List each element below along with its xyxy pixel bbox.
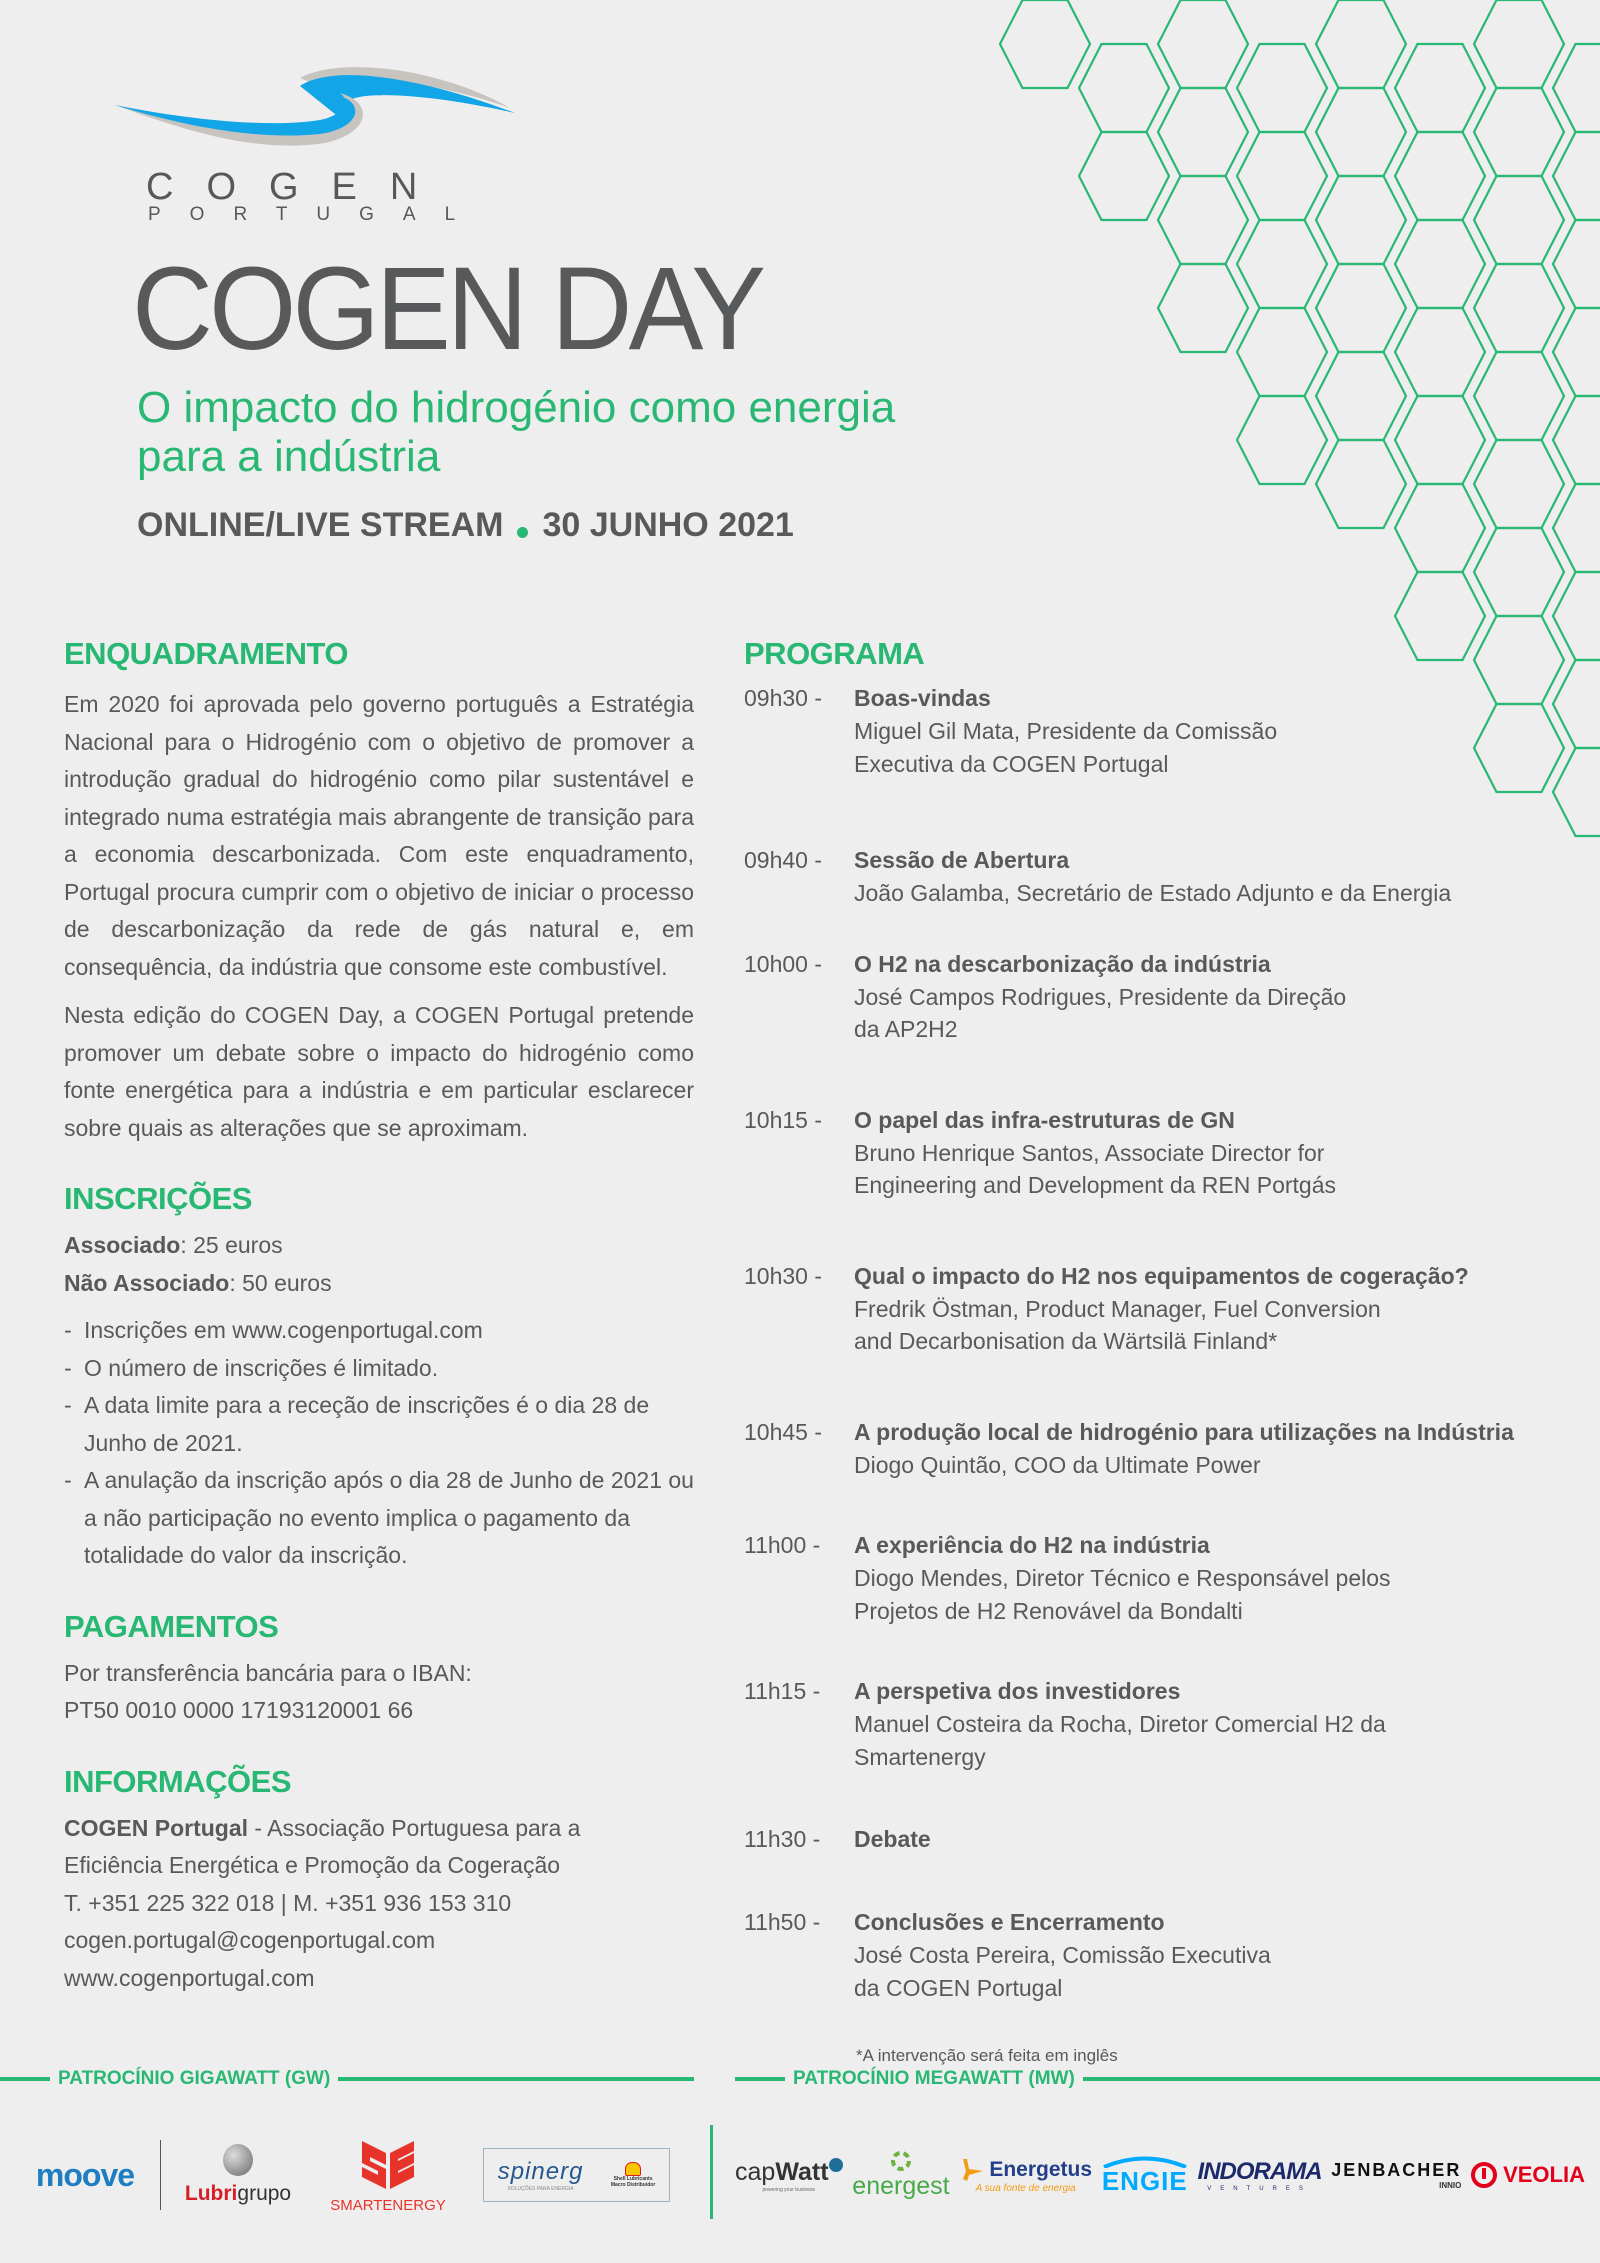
programa-item <box>744 682 1564 780</box>
phone-numbers: T. +351 225 322 018 | M. +351 936 153 310 <box>64 1889 512 1916</box>
jenbacher-logo: JENBACHER <box>1331 2160 1462 2180</box>
programa-body <box>854 1675 1564 1773</box>
hexagon-shape <box>1316 440 1406 528</box>
programa-body <box>854 1906 1564 2004</box>
sponsor-capwatt[interactable] <box>735 2158 843 2193</box>
enquadramento-heading: ENQUADRAMENTO <box>64 636 348 671</box>
hexagon-shape <box>1474 352 1564 440</box>
hexagon-shape <box>1237 396 1327 484</box>
capwatt-text-b: Watt <box>775 2157 829 2186</box>
programa-body <box>854 682 1564 780</box>
list-item: - O número de inscrições é limitado. <box>64 1350 694 1388</box>
hexagon-shape <box>1316 264 1406 352</box>
divider-line <box>1083 2077 1600 2081</box>
inscricoes-section <box>64 1181 694 1575</box>
sponsor-veolia[interactable] <box>1471 2162 1585 2188</box>
programa-time: 11h00 - <box>744 1532 821 1558</box>
programa-title: A experiência do H2 na indústria <box>854 1532 1210 1558</box>
programa-speaker: da COGEN Portugal <box>854 1974 1063 2001</box>
programa-item <box>744 1104 1564 1202</box>
programa-body <box>854 1104 1564 1202</box>
programa-time: 11h30 - <box>744 1826 821 1852</box>
hexagon-shape <box>1395 44 1485 132</box>
programa-list <box>744 682 1564 2004</box>
lubrigrupo-sphere-icon <box>223 2144 253 2176</box>
iban: PT50 0010 0000 17193120001 66 <box>64 1697 414 1723</box>
gigawatt-sponsors <box>30 2125 690 2225</box>
programa-speaker: Fredrik Östman, Product Manager, Fuel Conversion <box>854 1295 1381 1322</box>
hexagon-shape <box>1474 176 1564 264</box>
programa-speaker: Manuel Costeira da Rocha, Diretor Comercial H2 da <box>854 1711 1386 1737</box>
programa-body <box>854 1823 1564 1856</box>
list-item: - A anulação da inscrição após o dia 28 de Junho de 2021 ou a não participação no evento implica o pagamento da totalidade do valor da inscrição. <box>64 1462 694 1575</box>
divider-line <box>338 2077 694 2081</box>
subtitle-line-1: O impacto do hidrogénio como energia <box>137 383 896 432</box>
hexagon-shape <box>1316 88 1406 176</box>
hexagon-shape <box>1395 396 1485 484</box>
hexagon-shape <box>1237 308 1327 396</box>
sponsor-engie[interactable] <box>1102 2156 1188 2194</box>
sponsor-energetus[interactable] <box>959 2157 1092 2194</box>
cogen-portugal-logo <box>110 48 530 228</box>
hexagon-shape <box>1316 0 1406 88</box>
sponsor-indorama[interactable] <box>1198 2158 1322 2192</box>
shell-icon <box>625 2162 641 2176</box>
programa-speaker: João Galamba, Secretário de Estado Adjunto e da Energia <box>854 880 1452 906</box>
innio-logo: INNIO <box>1439 2181 1462 2190</box>
programa-time: 09h40 - <box>744 847 823 873</box>
sponsor-divider <box>710 2125 713 2219</box>
inscricoes-heading: INSCRIÇÕES <box>64 1181 252 1216</box>
left-column <box>64 636 694 1997</box>
hexagon-shape <box>1553 396 1600 484</box>
hexagon-shape <box>1474 88 1564 176</box>
hexagon-shape <box>1395 484 1485 572</box>
inscricoes-list <box>64 1312 694 1575</box>
price-nao-associado <box>64 1265 694 1303</box>
sponsor-jenbacher[interactable] <box>1331 2160 1461 2190</box>
list-item: - A data limite para a receção de inscrições é o dia 28 de Junho de 2021. <box>64 1387 694 1462</box>
hexagon-shape <box>1316 352 1406 440</box>
org-desc: - Associação Portuguesa para a Eficiência Energética e Promoção da Cogeração <box>64 1814 581 1878</box>
hexagon-shape <box>1000 0 1090 88</box>
capwatt-text-a: cap <box>735 2157 776 2186</box>
programa-item <box>744 844 1564 910</box>
programa-item <box>744 1260 1564 1358</box>
programa-speaker: Bruno Henrique Santos, Associate Director for <box>854 1139 1325 1166</box>
hexagon-shape <box>1079 132 1169 220</box>
programa-speaker: Projetos de H2 Renovável da Bondalti <box>854 1597 1243 1624</box>
programa-item <box>744 1823 1564 1856</box>
indorama-tagline: VENTURES <box>1207 2186 1312 2192</box>
spinerg-tagline: SOLUÇÕES PARA ENERGIA <box>507 2186 574 2192</box>
programa-item <box>744 1416 1564 1482</box>
shell-text-2: Macro Distribuidor <box>610 2182 656 2188</box>
moove-logo: moove <box>35 2156 135 2193</box>
programa-title: A produção local de hidrogénio para utilizações na Indústria <box>854 1418 1514 1445</box>
pagamentos-heading: PAGAMENTOS <box>64 1608 279 1644</box>
sponsor-spinerg-shell[interactable] <box>483 2148 670 2202</box>
hexagon-shape <box>1474 0 1564 88</box>
smartenergy-se-icon <box>360 2137 416 2193</box>
hexagon-shape <box>1158 176 1248 264</box>
programa-body <box>854 1416 1564 1482</box>
hexagon-shape <box>1553 308 1600 396</box>
programa-speaker: Diogo Quintão, COO da Ultimate Power <box>854 1451 1261 1478</box>
programa-item <box>744 1529 1564 1627</box>
smartenergy-logo: SMARTENERGY <box>330 2196 446 2214</box>
programa-speaker: José Campos Rodrigues, Presidente da Direção <box>854 983 1347 1010</box>
programa-body <box>854 1260 1564 1358</box>
hexagon-shape <box>1158 0 1248 88</box>
capwatt-logo <box>735 2158 843 2187</box>
programa-time: 10h00 - <box>744 950 823 977</box>
programa-heading: PROGRAMA <box>744 636 925 671</box>
price-label: Não Associado <box>64 1269 230 1296</box>
subtitle-line-2: para a indústria <box>137 432 441 481</box>
hexagon-shape <box>1553 220 1600 308</box>
programa-time: 10h15 - <box>744 1106 823 1133</box>
programa-time: 10h45 - <box>744 1418 823 1445</box>
hexagon-shape <box>1553 484 1600 572</box>
org-name: COGEN Portugal <box>64 1814 249 1841</box>
shell-logo <box>611 2162 655 2188</box>
logo-wordmark: COGEN <box>146 166 451 208</box>
capwatt-tagline: powering your business <box>762 2186 816 2193</box>
programa-item <box>744 1906 1564 2004</box>
megawatt-sponsors <box>735 2140 1585 2210</box>
grupo-text: grupo <box>237 2182 292 2205</box>
hexagon-shape <box>1474 528 1564 616</box>
divider-line <box>0 2077 50 2081</box>
engie-logo: ENGIE <box>1101 2166 1188 2196</box>
org-description <box>64 1810 654 1885</box>
veolia-logo: VEOLIA <box>1503 2162 1585 2187</box>
programa-body <box>854 1529 1564 1627</box>
separator-dot-icon <box>517 527 528 538</box>
energetus-arrow-icon <box>959 2157 985 2183</box>
programa-speaker: da AP2H2 <box>854 1016 958 1042</box>
programa-speaker: Executiva da COGEN Portugal <box>854 750 1169 777</box>
website-link[interactable]: www.cogenportugal.com <box>64 1964 315 1991</box>
programa-title: O H2 na descarbonização da indústria <box>854 950 1271 977</box>
event-date-line <box>137 506 794 545</box>
programa-time: 09h30 - <box>744 685 823 711</box>
programa-body <box>854 844 1564 910</box>
programa-speaker: Diogo Mendes, Diretor Técnico e Responsável pelos <box>854 1565 1391 1591</box>
indorama-logo: INDORAMA <box>1197 2158 1322 2185</box>
sponsor-energest[interactable] <box>852 2150 949 2201</box>
price-value: : 25 euros <box>180 1232 283 1258</box>
megawatt-header <box>735 2068 1600 2090</box>
programa-time: 10h30 - <box>744 1262 823 1289</box>
event-subtitle <box>137 383 895 481</box>
capwatt-fan-icon <box>829 2158 843 2172</box>
enquadramento-paragraph-2: Nesta edição do COGEN Day, a COGEN Portugal pretende promover um debate sobre o impacto do hidrogénio como fonte energética para a indústria e em particular esclarecer sobre quais as alterações que se aproximam. <box>64 1002 694 1141</box>
hexagon-shape <box>1553 44 1600 132</box>
lubrigrupo-logo <box>185 2182 291 2206</box>
hexagon-shape <box>1316 176 1406 264</box>
gigawatt-header <box>0 2068 694 2090</box>
hexagon-shape <box>1158 264 1248 352</box>
hexagon-shape <box>1395 132 1485 220</box>
pagamentos-section <box>64 1609 694 1730</box>
energetus-text: Energetus <box>989 2157 1093 2181</box>
informacoes-section <box>64 1764 694 1998</box>
programa-title: Conclusões e Encerramento <box>854 1909 1165 1935</box>
programa-title: Debate <box>854 1826 931 1852</box>
spinerg-text: spinerg <box>497 2158 584 2185</box>
hexagon-shape <box>1237 132 1327 220</box>
divider-line <box>735 2077 785 2081</box>
event-date: 30 JUNHO 2021 <box>542 506 794 544</box>
gigawatt-label: PATROCÍNIO GIGAWATT (GW) <box>58 2068 331 2089</box>
divider-line <box>160 2140 161 2210</box>
megawatt-label: PATROCÍNIO MEGAWATT (MW) <box>793 2068 1075 2089</box>
programa-speaker: and Decarbonisation da Wärtsilä Finland* <box>854 1328 1278 1354</box>
footnote: *A intervenção será feita em inglês <box>856 2046 1118 2065</box>
hexagon-shape <box>1158 88 1248 176</box>
spinerg-logo <box>498 2158 584 2192</box>
price-associado <box>64 1227 694 1265</box>
price-value: : 50 euros <box>229 1269 332 1296</box>
hexagon-shape <box>1474 440 1564 528</box>
programa-speaker: Smartenergy <box>854 1743 986 1770</box>
programa-speaker: José Costa Pereira, Comissão Executiva <box>854 1942 1271 1968</box>
swoosh-icon <box>110 48 530 168</box>
energetus-logo <box>959 2157 1092 2183</box>
price-label: Associado <box>64 1232 181 1258</box>
programa-speaker: Miguel Gil Mata, Presidente da Comissão <box>854 718 1278 744</box>
programa-body <box>854 948 1564 1046</box>
energetus-tagline: A sua fonte de energia <box>975 2182 1076 2194</box>
programa-title: O papel das infra-estruturas de GN <box>854 1106 1235 1133</box>
sponsor-moove[interactable] <box>30 2157 140 2194</box>
veolia-icon <box>1471 2162 1497 2188</box>
energest-swirl-icon <box>890 2150 912 2172</box>
programa-section <box>744 636 1564 2066</box>
hexagon-shape <box>1553 132 1600 220</box>
programa-title: Boas-vindas <box>854 685 991 711</box>
pagamentos-text: Por transferência bancária para o IBAN: <box>64 1659 472 1686</box>
enquadramento-paragraph-1: Em 2020 foi aprovada pelo governo português a Estratégia Nacional para o Hidrogénio com o objetivo de promover a introdução gradual do hidrogénio como pilar sustentável e integrado numa estratégia mais abrangente de transição para a economia descarbonizada. Com este enquadramento, Portugal procura cumprir com o objetivo de iniciar o processo de descarbonização da rede de gás natural e, em consequência, da indústria que consome este combustível. <box>64 691 694 980</box>
sponsor-smartenergy[interactable] <box>313 2137 463 2214</box>
informacoes-heading: INFORMAÇÕES <box>64 1763 291 1799</box>
hexagon-shape <box>1237 220 1327 308</box>
programa-title: Sessão de Abertura <box>854 847 1070 873</box>
hexagon-shape <box>1395 308 1485 396</box>
sponsor-lubrigrupo[interactable] <box>183 2144 293 2206</box>
programa-time: 11h50 - <box>744 1909 821 1935</box>
event-title: COGEN DAY <box>132 243 763 375</box>
energest-logo: energest <box>852 2171 950 2200</box>
logo-subtitle: PORTUGAL <box>148 204 485 225</box>
programa-title: A perspetiva dos investidores <box>854 1678 1181 1704</box>
programa-title: Qual o impacto do H2 nos equipamentos de cogeração? <box>854 1262 1469 1289</box>
programa-speaker: Engineering and Development da REN Portgás <box>854 1172 1337 1198</box>
programa-item <box>744 948 1564 1046</box>
shell-text-1: Shell Lubricants <box>613 2176 653 2182</box>
hexagon-shape <box>1079 44 1169 132</box>
lubri-text: Lubri <box>184 2182 238 2205</box>
hexagon-shape <box>1237 44 1327 132</box>
event-mode: ONLINE/LIVE STREAM <box>137 506 504 544</box>
email-link[interactable]: cogen.portugal@cogenportugal.com <box>64 1927 436 1953</box>
hexagon-shape <box>1395 220 1485 308</box>
programa-item <box>744 1675 1564 1773</box>
programa-time: 11h15 - <box>744 1678 821 1704</box>
list-item: - Inscrições em www.cogenportugal.com <box>64 1312 694 1350</box>
hexagon-shape <box>1474 264 1564 352</box>
